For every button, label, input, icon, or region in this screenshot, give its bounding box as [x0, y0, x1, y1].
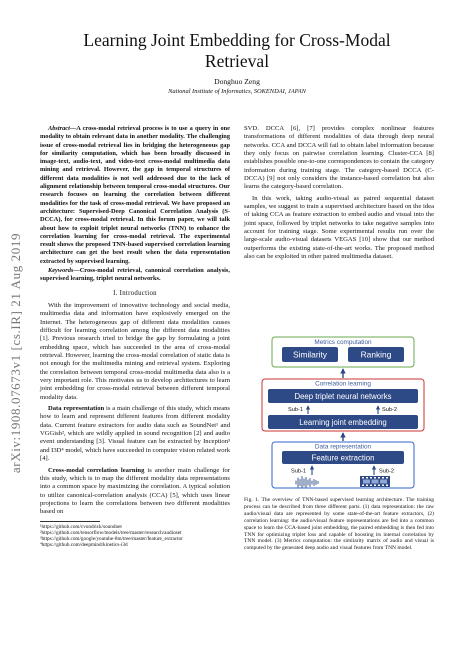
right-paragraph-1: SVD. DCCA [6], [7] provides complex nonlinear features transformations of different modalities of data through deep neural networks. CCA and DCCA will fail to obtain label information because they only focus on pairwise correlation learning. Cluster-CCA [8] establishes possible one-to-one correspondences to contain the category information during training stage. The category-based DCCA (C-DCCA) [9] not only considers the instance-based correlation but also learns the category-based correlation. [244, 125, 434, 191]
left-column [40, 125, 230, 549]
footnote-2: ²https://github.com/tensorflow/models/tree/master/research/audioset [40, 529, 182, 536]
caption-label: Fig. 1. [244, 497, 260, 503]
sub2-lower-label: Sub-2 [379, 468, 394, 475]
sub1-lower-label: Sub-1 [291, 468, 306, 475]
arxiv-watermark [4, 186, 28, 520]
ranking-label: Ranking [360, 349, 392, 360]
right-paragraph-2: In this work, taking audio-visual as paired sequential dataset samples, we suggest to train a supervised architecture based on the idea of taking CCA as feature extraction to embed audio and visual into the joint space, followed by triplet networks to take negative samples into account for training stage. Some experimental results run over the large-scale audio-visual datasets VEGAS [10] show that our method outperforms the existing state-of-the-art works. The proposed method also can be exploited in other paired multimedia dataset. [244, 194, 434, 261]
right-column [244, 125, 434, 262]
sub1-upper-label: Sub-1 [288, 407, 303, 413]
intro-paragraph-2 [40, 405, 230, 463]
correlation-learning-label: Cross-modal correlation learning [48, 466, 145, 474]
caption-text: The overview of TNN-based supervised learning architecture. The training process can be described from three different parts. (1) data representation: the raw audio/visual data are represented by some state-of-the-art feature extractors, (2) correlation learning: the audio/visual feature representations are fed into a common space to learn the CCA-based joint embedding, the paired embedding is then fed into TNN for optimizing triplet loss and capable of boosting its internal correlation by TNN model. (3) Metrics computation: the similarity matrix of audio and visual is computed by the generated deep audio and visual features from TNN model. [244, 497, 434, 552]
feature-extraction-label: Feature extraction [311, 453, 375, 463]
keywords-label: Keywords [48, 267, 74, 275]
abstract-text: —A cross-modal retrieval process is to use a query in one modality to obtain relevant data in another modality. The challenging issue of cross-modal retrieval lies in bridging the heterogeneous gap for similarity computation, which has been broadly discussed in image-text, audio-text, and video-text cross-modal multimedia data mining and retrieval. However, the gap in temporal structures of different data modalities is not well addressed due to the lack of alignment relationship between temporal cross-modal structures. Our research focuses on learning the correlation between different modalities for the task of cross-modal retrieval. We have proposed an architecture: Supervised-Deep Canonical Correlation Analysis (S-DCCA), for cross-modal retrieval. In this forum paper, we will talk about how to exploit triplet neural networks (TNN) to enhance the correlation learning for cross-modal retrieval. The experimental result shows the proposed TNN-based supervised correlation learning architecture can get the best result when the data representation extracted by supervised learning. [40, 125, 230, 265]
figure-caption [244, 497, 434, 552]
intro-paragraph-3-text: is another main challenge for this study, which is to map the different modality data representations into a common space by maximizing the correlation. A typical solution to utilize canonical-correlation analysis (CCA) [5], which uses linear projections to learn the correlations between two different modalities based on [40, 466, 231, 516]
keywords [40, 267, 230, 284]
affiliation: National Institute of Informatics, SOKENDAI, JAPAN [168, 88, 306, 95]
keywords-text: —Cross-modal retrieval, canonical correlation analysis, supervised learning, triplet neural networks. [40, 267, 230, 283]
joint-embedding-label: Learning joint embedding [299, 418, 387, 427]
intro-paragraph-1: With the improvement of innovative technology and social media, multimedia data and information have explosively emerged on the Internet. The heterogeneous gap of different data modalities causes difficult for learning correlation among the different data modalities [1]. Previous research tried to bridge the gap by formulating a joint embedding space, which has succeeded in the area of cross-modal retrieval. However, learning the cross-modal correlation of static data is not enough for the multimedia mining and retrieval system. Exploring the correlation between temporal cross-modal multimedia data also is a very important role. This motivates us to develop architectures to learn joint embedding for cross-modal retrieval between different temporal modality data. [40, 301, 230, 401]
data-representation-label: Data representation [48, 405, 105, 413]
video-film-icon [360, 476, 390, 487]
similarity-label: Similarity [293, 349, 327, 360]
metrics-title: Metrics computation [314, 339, 372, 346]
abstract-label: Abstract [48, 125, 70, 132]
correlation-title: Correlation learning [315, 380, 371, 388]
footnote-4: ⁴https://github.com/deepmind/kinetics-i3d [40, 542, 128, 549]
paper-title [40, 30, 434, 72]
figure-1 [258, 333, 428, 491]
intro-paragraph-3 [40, 467, 230, 517]
title-line-1: Learning Joint Embedding for Cross-Modal [83, 30, 391, 50]
author-name: Donghuo Zeng [214, 77, 260, 86]
abstract [40, 125, 230, 266]
footnote-rule [40, 521, 100, 522]
sub2-upper-label: Sub-2 [382, 407, 397, 413]
deep-triplet-label: Deep triplet neural networks [294, 392, 392, 401]
intro-paragraph-2-text: is a main challenge of this study, which means how to learn and represent different features from different modality data. Current feature extractors for audio data such as SoundNet¹ and VGGish², which are wildly applied in sound recognition [2] and audio event understanding [3]. Visual feature can be extracted by Inception³ and I3D⁴ model, which have succeeded in computer vision related work [4]. [40, 405, 230, 463]
footnote-1: ¹https://github.com/cvondrick/soundnet [40, 523, 122, 530]
arxiv-id: arXiv:1908.07673v1 [cs.IR] 21 Aug 2019 [8, 232, 23, 474]
title-line-2: Retrieval [204, 51, 270, 71]
data-representation-title: Data representation [314, 443, 372, 451]
footnote-3: ³https://github.com/google/youtube-8m/tree/master/feature_extractor [40, 536, 183, 543]
section-heading-introduction: I. Introduction [113, 289, 157, 297]
footnotes [40, 524, 230, 549]
